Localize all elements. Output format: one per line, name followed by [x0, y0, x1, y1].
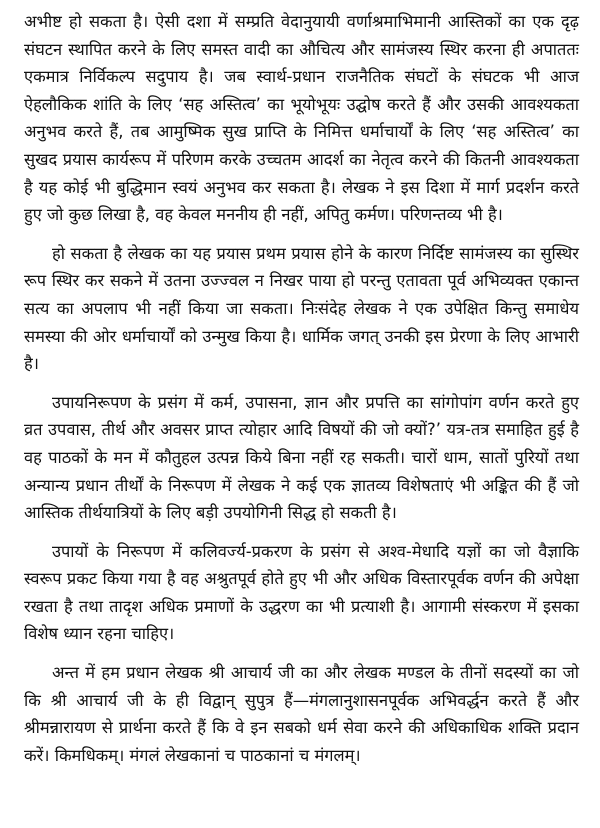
paragraph-effort: हो सकता है लेखक का यह प्रयास प्रथम प्रयास होने के कारण निर्दिष्ट सामंजस्य का सुस्थिर रूप स्थिर कर सकने में उतना उज्ज्वल न निखर पाया हो परन्तु एतावता पूर्व अभिव्यक्त एकान्त सत्य का अपलाप भी नहीं किया जा सकता। निःसंदेह लेखक ने एक उपेक्षित किन्तु समाधेय समस्या की ओर धर्माचार्यों को उन्मुख किया है। धार्मिक जगत् उनकी इस प्रेरणा के लिए आभारी है। [24, 243, 579, 374]
paragraph-kalivarjya: उपायों के निरूपण में कलिवर्ज्य-प्रकरण के प्रसंग से अश्व-मेधादि यज्ञों का जो वैज्ञाकि स्वरूप प्रकट किया गया है वह अश्रुतपूर्व होते हुए भी और अधिक विस्तारपूर्वक वर्णन की अपेक्षा रखता है तथा तादृश अधिक प्रमाणों के उद्धरण का भी प्रत्याशी है। आगामी संस्करण में इसका विशेष ध्यान रहना चाहिए। [24, 541, 579, 644]
paragraph-conclusion: अन्त में हम प्रधान लेखक श्री आचार्य जी का और लेखक मण्डल के तीनों सदस्यों का जो कि श्री आचार्य जी के ही विद्वान् सुपुत्र हैं—मंगलानुशासनपूर्वक अभिवर्द्धन करते हैं और श्रीमन्नारायण से प्रार्थना करते हैं कि वे इन सबको धर्म सेवा करने की अधिकाधिक शक्ति प्रदान करें। किमधिकम्। मंगलं लेखकानां च पाठकानां च मंगलम्। [24, 663, 579, 765]
paragraph-upaya-nirupan: उपायनिरूपण के प्रसंग में कर्म, उपासना, ज्ञान और प्रपत्ति का सांगोपांग वर्णन करते हुए व्रत उपवास, तीर्थ और अवसर प्राप्त त्योहार आदि विषयों की जो क्यों?’ यत्र-तत्र समाहित हुई है वह पाठकों के मन में कौतुहल उत्पन्न किये बिना नहीं रह सकती। चारों धाम, सातों पुरियों तथा अन्यान्य प्रधान तीर्थों के निरूपण में लेखक ने कई एक ज्ञातव्य विशेषताएं भी अङ्कित की हैं जो आस्तिक तीर्थयात्रियों के लिए बड़ी उपयोगिनी सिद्ध हो सकती है। [24, 392, 579, 523]
paragraph-continuation: अभीष्ट हो सकता है। ऐसी दशा में सम्प्रति वेदानुयायी वर्णाश्रमाभिमानी आस्तिकों का एक दृढ़ संघटन स्थापित करने के लिए समस्त वादी का औचित्य और सामंजस्य स्थिर करना ही अपाततः एकमात्र निर्विकल्प सदुपाय है। जब स्वार्थ-प्रधान राजनैतिक संघटों के संघटक भी आज ऐहलौकिक शांति के लिए ‘सह अस्तित्व’ का भूयोभूयः उद्घोष करते हैं और उसकी आवश्यकता अनुभव करते हैं, तब आमुष्मिक सुख प्राप्ति के निमित्त धर्माचार्यों के लिए ‘सह अस्तित्व’ का सुखद प्रयास कार्यरूप में परिणम करके उच्चतम आदर्श का नेतृत्व करने की कितनी आवश्यकता है यह कोई भी बुद्धिमान स्वयं अनुभव कर सकता है। लेखक ने इस दिशा में मार्ग प्रदर्शन करते हुए जो कुछ लिखा है, वह केवल मननीय ही नहीं, अपितु कर्मण। परिणन्तव्य भी है। [24, 12, 579, 225]
document-page [24, 8, 579, 780]
